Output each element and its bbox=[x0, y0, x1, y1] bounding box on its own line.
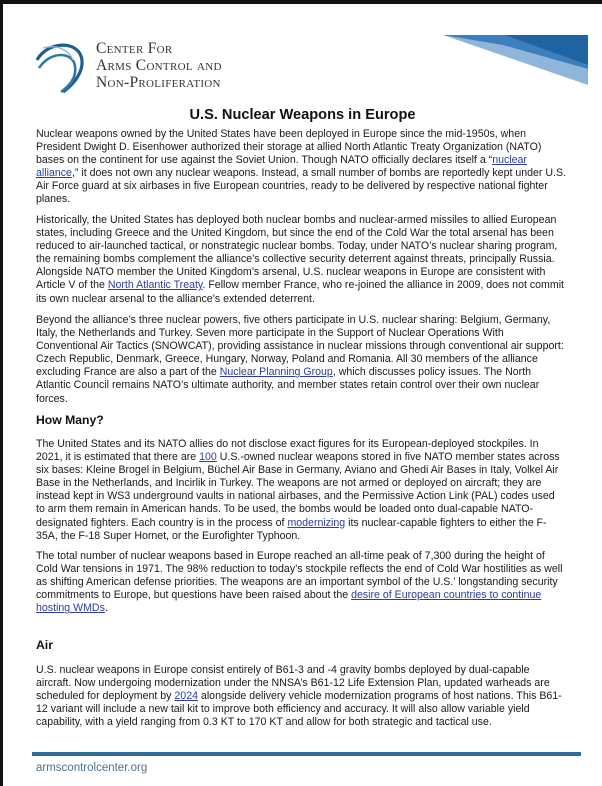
how-many-paragraph-1: The United States and its NATO allies do not disclose exact figures for its European-deployed stockpiles. In 2021, it is estimated that there are 100 U.S.-owned nuclear weapons stored in five NATO member states across six bases: Kleine Brogel in Belgium, Büchel Air Base in Germany, Aviano and Ghedi Air Bases in Italy, Volkel Air Base in the Netherlands, and Incirlik in Turkey. The weapons are not armed or deployed on aircraft; they are instead kept in WS3 underground vaults in national airbases, and the Permissive Action Link (PAL) codes used to arm them remain in American hands. To be used, the bombs would be loaded onto dual-capable NATO-designated fighters. Each country is in the process of modernizing its nuclear-capable fighters to either the F-35A, the F-18 Super Hornet, or the Eurofighter Typhoon. bbox=[36, 438, 560, 542]
arc-swoosh-logo-icon bbox=[33, 38, 89, 94]
footer-divider bbox=[32, 752, 581, 756]
page-title: U.S. Nuclear Weapons in Europe bbox=[189, 107, 416, 123]
footer-website-url: armscontrolcenter.org bbox=[36, 762, 148, 774]
air-paragraph-1: U.S. nuclear weapons in Europe consist entirely of B61-3 and -4 gravity bombs deployed by dual-capable aircraft. Now undergoing modernization under the NNSA’s B61-12 Life Extension Plan, updated warheads are scheduled for deployment by 2024 alongside delivery vehicle modernization programs of host nations. This B61-12 variant will include a new tail kit to improve both efficiency and accuracy. It will also allow variable yield capability, with a yield ranging from 0.3 KT to 170 KT and allow for both strategic and tactical use. bbox=[36, 664, 562, 729]
european-hosting-wmds-link[interactable]: desire of European countries to continue hosting WMDs bbox=[36, 589, 542, 615]
nuclear-planning-group-link[interactable]: Nuclear Planning Group bbox=[219, 366, 333, 379]
modernizing-link[interactable]: modernizing bbox=[287, 516, 346, 529]
blue-banner-decoration bbox=[443, 35, 588, 85]
document-page bbox=[3, 4, 602, 786]
org-name-line: Center For bbox=[96, 40, 173, 57]
intro-paragraph-1: Nuclear weapons owned by the United States have been deployed in Europe since the mid-1950s, when President Dwight D. Eisenhower authorized their storage at allied North Atlantic Treaty Organization (NATO) bases on the continent for use against the Soviet Union. Though NATO officially declares itself a “nuclear alliance,” it does not own any nuclear weapons. Instead, a small number of bombs are reportedly kept under U.S. Air Force guard at six airbases in five European countries, ready to be delivered by respective national fighter planes. bbox=[36, 128, 566, 206]
section-heading-air: Air bbox=[36, 638, 53, 652]
north-atlantic-treaty-link[interactable]: North Atlantic Treaty bbox=[107, 279, 203, 292]
intro-paragraph-2: Historically, the United States has deployed both nuclear bombs and nuclear-armed missiles to allied European states, including Greece and the United Kingdom, but since the end of the Cold War the total arsenal has been reduced to air-launched tactical, or nonstrategic nuclear bombs. Today, under NATO’s nuclear sharing program, the remaining bombs complement the alliance’s collective security deterrent against threats, principally Russia. Alongside NATO member the United Kingdom’s arsenal, U.S. nuclear weapons in Europe are consistent with Article V of the North Atlantic Treaty. Fellow member France, who re-joined the alliance in 2009, does not commit its own nuclear arsenal to the alliance’s extended deterrent. bbox=[36, 214, 564, 305]
section-heading-how-many: How Many? bbox=[36, 413, 104, 427]
org-name bbox=[96, 40, 222, 91]
org-name-line: Arms Control and bbox=[96, 57, 222, 74]
100-weapons-link[interactable]: 100 bbox=[199, 451, 217, 464]
nuclear-alliance-link[interactable]: nuclear alliance bbox=[36, 154, 527, 180]
intro-paragraph-3: Beyond the alliance’s three nuclear powers, five others participate in U.S. nuclear sharing: Belgium, Germany, Italy, the Netherlands and Turkey. Seven more participate in the Support of Nuclear Operations With Conventional Air Tactics (SNOWCAT), providing assistance in nuclear missions through conventional air support: Czech Republic, Denmark, Greece, Hungary, Norway, Poland and Romania. All 30 members of the alliance excluding France are also a part of the Nuclear Planning Group, which discusses policy issues. The North Atlantic Council remains NATO’s ultimate authority, and member states retain control over their own nuclear forces. bbox=[36, 314, 564, 405]
2024-link[interactable]: 2024 bbox=[174, 690, 198, 703]
how-many-paragraph-2: The total number of nuclear weapons based in Europe reached an all-time peak of 7,300 during the height of Cold War tensions in 1971. The 98% reduction to today’s stockpile reflects the end of Cold War hostilities as well as shifting American defense priorities. The weapons are an important symbol of the U.S.’ longstanding security commitments to Europe, but questions have been raised about the desire of European countries to continue hosting WMDs. bbox=[36, 550, 563, 615]
org-name-line: Non-Proliferation bbox=[96, 74, 221, 91]
